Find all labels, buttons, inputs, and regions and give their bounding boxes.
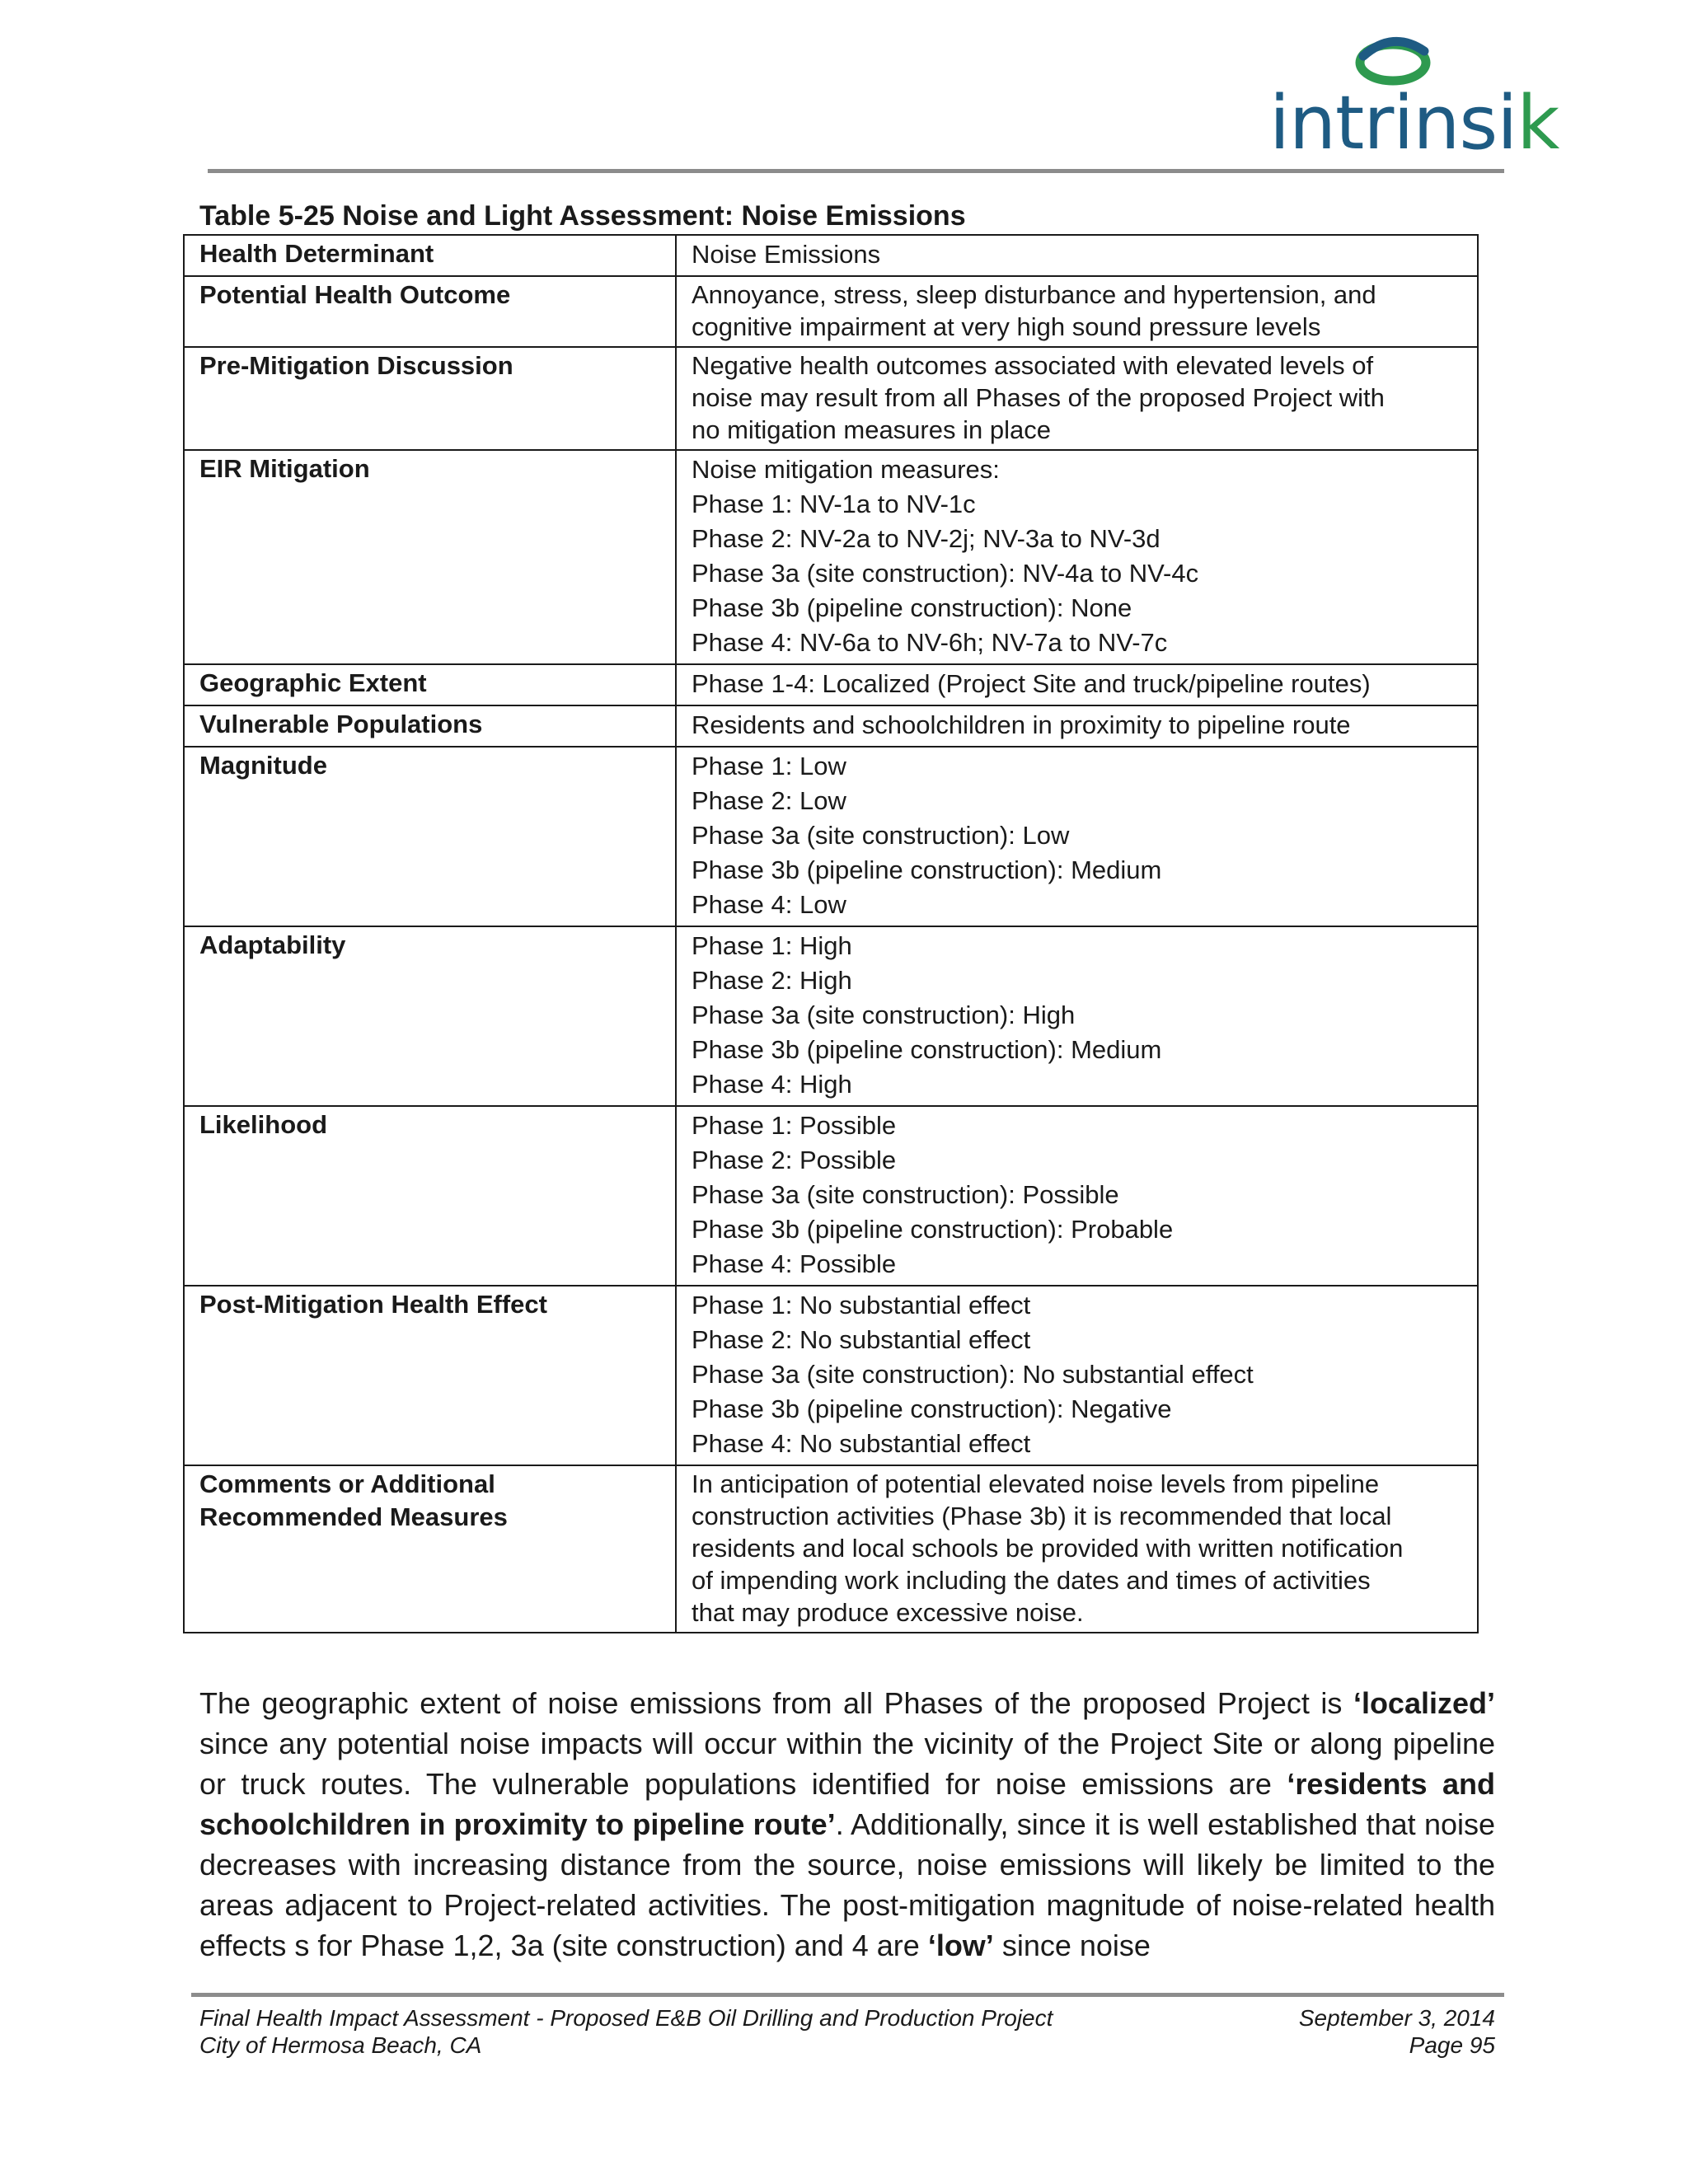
body-text: . Additionally, since it is well established that noise decreases with increasing distance from the source, noise emissions will likely be limited to the areas adjacent to Project-related activities. The post-mitigation magnitude of noise-related health effects s for Phase 1,2, 3a (site construction) and 4 are: [199, 1807, 1496, 1962]
table-row: [184, 1465, 1478, 1633]
row-value-line: Negative health outcomes associated with elevated levels of: [692, 351, 1374, 380]
row-value-line: no mitigation measures in place: [692, 415, 1051, 444]
row-label: Post-Mitigation Health Effect: [184, 1286, 676, 1465]
row-value: [676, 705, 1478, 747]
row-value-line: Noise Emissions: [692, 240, 881, 269]
row-value-line: of impending work including the dates and times of activities: [692, 1566, 1371, 1595]
row-label: Likelihood: [184, 1106, 676, 1286]
row-label: Health Determinant: [184, 235, 676, 276]
row-value-line: Phase 2: NV-2a to NV-2j; NV-3a to NV-3d: [692, 524, 1160, 553]
table-row: [184, 276, 1478, 347]
body-emphasis: ‘localized’: [1353, 1686, 1495, 1720]
table-row: [184, 1286, 1478, 1465]
row-value-line: Phase 4: Possible: [692, 1249, 897, 1278]
table-title: Table 5-25 Noise and Light Assessment: Noise Emissions: [199, 200, 966, 232]
row-label: Geographic Extent: [184, 664, 676, 705]
row-value-line: Phase 4: Low: [692, 890, 846, 919]
row-value-line: Phase 1: NV-1a to NV-1c: [692, 490, 976, 518]
table-row: [184, 926, 1478, 1106]
table-row: [184, 235, 1478, 276]
row-value-line: Annoyance, stress, sleep disturbance and hypertension, and: [692, 280, 1376, 309]
row-value-line: Phase 3a (site construction): High: [692, 1001, 1076, 1029]
footer-location: City of Hermosa Beach, CA: [199, 2032, 482, 2058]
row-value-line: Noise mitigation measures:: [692, 455, 1000, 484]
row-value: [676, 347, 1478, 450]
row-value: [676, 747, 1478, 926]
footer-date: September 3, 2014: [1298, 2005, 1495, 2031]
row-value-line: Phase 3b (pipeline construction): Medium: [692, 855, 1162, 884]
body-text: The geographic extent of noise emissions from all Phases of the proposed Project is: [199, 1686, 1353, 1720]
table-row: [184, 747, 1478, 926]
table-row: [184, 705, 1478, 747]
intrinsik-logo: [1269, 31, 1559, 166]
row-label: Comments or Additional Recommended Measures: [184, 1465, 676, 1633]
row-value-line: construction activities (Phase 3b) it is recommended that local: [692, 1502, 1392, 1530]
row-value-line: Phase 4: NV-6a to NV-6h; NV-7a to NV-7c: [692, 628, 1168, 657]
row-value-line: Phase 1: Possible: [692, 1111, 897, 1140]
row-value: [676, 1106, 1478, 1286]
row-value-line: Phase 3b (pipeline construction): Medium: [692, 1035, 1162, 1064]
table-row: [184, 664, 1478, 705]
row-label: EIR Mitigation: [184, 450, 676, 664]
row-value-line: Phase 3b (pipeline construction): None: [692, 593, 1132, 622]
row-label: Vulnerable Populations: [184, 705, 676, 747]
body-paragraph: [199, 1683, 1495, 1966]
row-value-line: Residents and schoolchildren in proximity to pipeline route: [692, 710, 1351, 739]
row-value-line: Phase 4: No substantial effect: [692, 1429, 1031, 1458]
table-row: [184, 1106, 1478, 1286]
row-value-line: Phase 2: Low: [692, 786, 846, 815]
row-value-line: Phase 3a (site construction): NV-4a to NV-4c: [692, 559, 1199, 588]
row-value-line: Phase 2: Possible: [692, 1146, 897, 1174]
row-value-line: Phase 3a (site construction): No substantial effect: [692, 1360, 1254, 1389]
row-value-line: Phase 3b (pipeline construction): Negative: [692, 1394, 1172, 1423]
row-value-line: Phase 2: No substantial effect: [692, 1325, 1031, 1354]
row-value: [676, 926, 1478, 1106]
row-value: [676, 276, 1478, 347]
row-value-line: cognitive impairment at very high sound pressure levels: [692, 312, 1321, 341]
row-value-line: residents and local schools be provided with written notification: [692, 1534, 1404, 1563]
header-rule: [208, 169, 1504, 173]
row-value-line: Phase 1: High: [692, 931, 852, 960]
row-label: Pre-Mitigation Discussion: [184, 347, 676, 450]
footer-page-number: Page 95: [1409, 2032, 1495, 2058]
logo-wordmark: intrinsik: [1269, 80, 1559, 166]
row-value-line: Phase 1-4: Localized (Project Site and truck/pipeline routes): [692, 669, 1371, 698]
row-value-line: noise may result from all Phases of the proposed Project with: [692, 383, 1385, 412]
table-row: [184, 347, 1478, 450]
body-text: since noise: [993, 1929, 1151, 1962]
row-value-line: Phase 3a (site construction): Low: [692, 821, 1070, 850]
row-value-line: Phase 1: Low: [692, 752, 846, 780]
body-emphasis: ‘residents and schoolchildren in proximity to pipeline route’: [199, 1767, 1495, 1841]
row-label: Potential Health Outcome: [184, 276, 676, 347]
row-value-line: Phase 3b (pipeline construction): Probable: [692, 1215, 1174, 1244]
body-emphasis: ‘low’: [927, 1929, 994, 1962]
body-text: since any potential noise impacts will occur within the vicinity of the Project Site or along pipeline or truck routes. The vulnerable populations identified for noise emissions are: [199, 1727, 1495, 1801]
row-value-line: Phase 3a (site construction): Possible: [692, 1180, 1119, 1209]
row-value-line: Phase 2: High: [692, 966, 852, 995]
row-value-line: that may produce excessive noise.: [692, 1598, 1084, 1627]
row-value: [676, 664, 1478, 705]
row-value: [676, 235, 1478, 276]
row-value-line: Phase 4: High: [692, 1070, 852, 1099]
footer-doc-title: Final Health Impact Assessment - Proposed E&B Oil Drilling and Production Project: [199, 2005, 1053, 2031]
footer-rule: [191, 1993, 1504, 1997]
row-value: [676, 1465, 1478, 1633]
row-value: [676, 1286, 1478, 1465]
row-value-line: In anticipation of potential elevated noise levels from pipeline: [692, 1469, 1380, 1498]
page-footer: [199, 2004, 1495, 2059]
row-value: [676, 450, 1478, 664]
row-label: Adaptability: [184, 926, 676, 1106]
table-row: [184, 450, 1478, 664]
row-label: Magnitude: [184, 747, 676, 926]
assessment-table: [183, 234, 1479, 1633]
row-value-line: Phase 1: No substantial effect: [692, 1291, 1031, 1319]
